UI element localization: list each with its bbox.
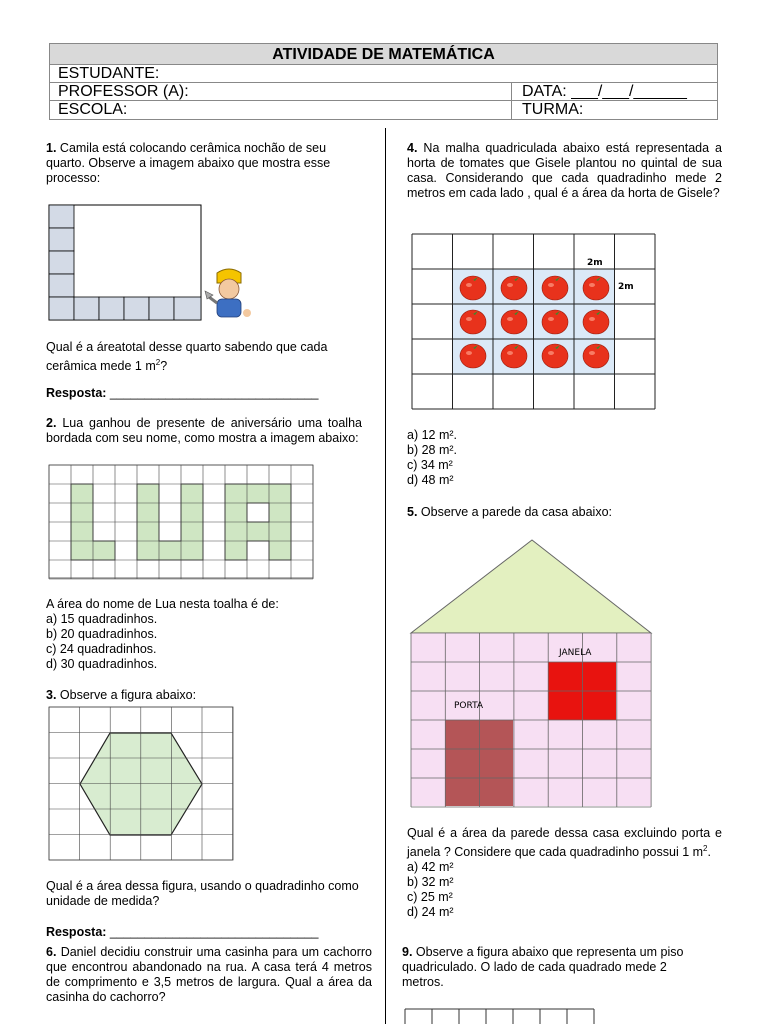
tomato-icon — [501, 310, 527, 334]
tomato-icon — [583, 344, 609, 368]
q6-statement: 6. Daniel decidiu construir uma casinha para um cachorro que encontrou abandonado na rua. A casa terá 4 metros de comprimento e 3,5 metros de largura. Qual a área da casinha do cachorro? — [46, 945, 372, 1004]
q2-question: A área do nome de Lua nesta toalha é de: a) 15 quadradinhos. b) 20 quadradinhos. c) 24 quadradinhos. d) 30 quadradinhos. — [46, 597, 364, 672]
q2-lua-grid — [49, 465, 315, 578]
window-label: JANELA — [559, 648, 592, 658]
q4-garden-grid — [411, 233, 656, 411]
tomato-icon — [460, 344, 486, 368]
q5-option-b[interactable]: b) 32 m² — [407, 875, 454, 890]
q4-statement: 4. Na malha quadriculada abaixo está representada a horta de tomates que Gisele plantou no quintal de sua casa. Considerando que cada quadradinho mede 2 metros em cada lado , qual é a área da horta de Gisele? — [407, 141, 722, 200]
class-field[interactable]: TURMA: — [511, 101, 583, 119]
page-title: ATIVIDADE DE MATEMÁTICA — [50, 44, 717, 65]
q5-option-d[interactable]: d) 24 m² — [407, 905, 454, 920]
q1-question: Qual é a áreatotal desse quarto sabendo que cada cerâmica mede 1 $m^2$? — [46, 340, 328, 374]
header-table — [49, 43, 718, 120]
q4-option-c[interactable]: c) 34 m² — [407, 458, 453, 472]
q4-option-a[interactable]: a) 12 m². — [407, 428, 458, 442]
tomato-icon — [542, 344, 568, 368]
q2-option-d[interactable]: d) 30 quadradinhos. — [46, 657, 158, 671]
worker-illustration — [205, 269, 251, 317]
school-field[interactable]: ESCOLA: TURMA: — [58, 101, 584, 118]
tomato-icon — [542, 310, 568, 334]
q4-option-d[interactable]: d) 48 m² — [407, 473, 454, 487]
column-divider — [385, 128, 386, 1024]
q1-room-figure — [49, 205, 289, 325]
q9-floor-grid — [404, 1008, 596, 1024]
q2-statement: 2. Lua ganhou de presente de aniversário uma toalha bordada com seu nome, como mostra a imagem abaixo: — [46, 416, 362, 445]
q3-question: Qual é a área dessa figura, usando o quadradinho como unidade de medida? — [46, 879, 359, 908]
q4-option-b[interactable]: b) 28 m². — [407, 443, 458, 457]
q5-option-c[interactable]: c) 25 m² — [407, 890, 453, 905]
tomato-icon — [501, 276, 527, 300]
q2-option-c[interactable]: c) 24 quadradinhos. — [46, 642, 157, 656]
tomato-icon — [583, 310, 609, 334]
tomato-icon — [542, 276, 568, 300]
q3-answer-line[interactable]: Resposta: ______________________________ — [46, 925, 319, 939]
tomato-icon — [583, 276, 609, 300]
teacher-field[interactable]: PROFESSOR (A): DATA: ___/___/______ — [50, 83, 717, 101]
q4-label-side: 2m — [618, 282, 634, 292]
tomato-icon — [501, 344, 527, 368]
q4-label-top: 2m — [587, 258, 603, 268]
q1-answer-line[interactable]: Resposta: ______________________________ — [46, 386, 319, 400]
q5-house-wall — [410, 540, 654, 808]
q5-statement: 5. Observe a parede da casa abaixo: — [407, 505, 613, 519]
q3-hexagon-grid — [49, 707, 235, 861]
door-block — [445, 720, 513, 806]
student-field[interactable]: ESTUDANTE: — [50, 65, 717, 83]
date-field[interactable]: DATA: ___/___/______ — [511, 83, 687, 100]
q1-statement: 1. Camila está colocando cerâmica nochão de seu quarto. Observe a imagem abaixo que mostra esse processo: — [46, 141, 331, 185]
tomato-icon — [460, 310, 486, 334]
q9-statement: 9. Observe a figura abaixo que representa um piso quadriculado. O lado de cada quadrado mede 2 metros. — [402, 945, 684, 989]
tomato-icon — [460, 276, 486, 300]
q2-option-b[interactable]: b) 20 quadradinhos. — [46, 627, 158, 641]
door-label: PORTA — [454, 701, 484, 711]
q3-statement: 3. Observe a figura abaixo: — [46, 688, 197, 702]
q5-option-a[interactable]: a) 42 m² — [407, 860, 454, 875]
q5-question: Qual é a área da parede dessa casa excluindo porta e janela ? Considere que cada quadradinho possui 1 $m^2$. a) 42 m² b) 32 m² c) 25 m² d) 24 m² — [407, 826, 722, 920]
q4-options — [407, 428, 607, 488]
q2-option-a[interactable]: a) 15 quadradinhos. — [46, 612, 158, 626]
